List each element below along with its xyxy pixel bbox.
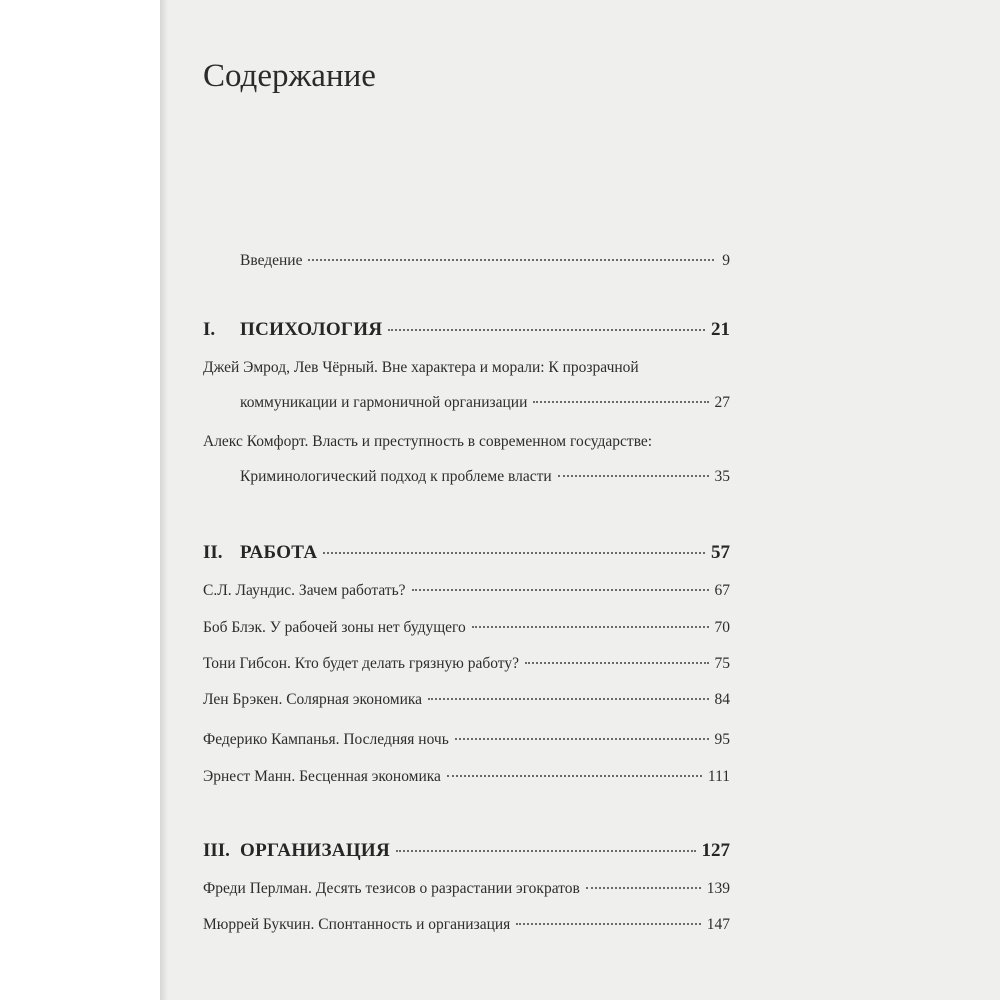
toc-entry-label: Лен Брэкен. Солярная экономика bbox=[203, 691, 423, 708]
section-number: I. bbox=[203, 319, 216, 340]
toc-section-psychology bbox=[203, 319, 730, 345]
dot-leader bbox=[412, 589, 709, 591]
toc-page-number: 9 bbox=[722, 252, 730, 269]
dot-leader bbox=[388, 329, 705, 331]
toc-entry-label: Мюррей Букчин. Спонтанность и организация bbox=[203, 916, 511, 933]
toc-entry bbox=[203, 880, 730, 906]
toc-entry-label: Введение bbox=[240, 252, 303, 269]
toc-title: Содержание bbox=[203, 58, 376, 94]
toc-page-number: 127 bbox=[701, 840, 730, 861]
dot-leader bbox=[525, 662, 709, 664]
toc-page-number: 21 bbox=[711, 319, 730, 340]
toc-entry-line: Алекс Комфорт. Власть и преступность в современном государстве: bbox=[203, 433, 653, 450]
dot-leader bbox=[558, 475, 709, 477]
toc-entry bbox=[203, 655, 730, 681]
toc-entry bbox=[203, 582, 730, 608]
section-title: ПСИХОЛОГИЯ bbox=[240, 319, 383, 340]
toc-entry bbox=[203, 731, 730, 757]
toc-entry-line: Джей Эмрод, Лев Чёрный. Вне характера и морали: К прозрачной bbox=[203, 359, 639, 376]
toc-page-number: 139 bbox=[706, 880, 730, 897]
toc-entry-label: Криминологический подход к проблеме власти bbox=[240, 468, 552, 485]
section-title: ОРГАНИЗАЦИЯ bbox=[240, 840, 391, 861]
toc-section-organization bbox=[203, 840, 730, 866]
dot-leader bbox=[323, 552, 705, 554]
toc-entry-label: коммуникации и гармоничной организации bbox=[240, 394, 528, 411]
toc-section-work bbox=[203, 542, 730, 568]
page-gutter-shadow bbox=[160, 0, 168, 1000]
dot-leader bbox=[428, 698, 708, 700]
toc-entry bbox=[203, 916, 730, 942]
toc-entry bbox=[203, 691, 730, 717]
dot-leader bbox=[396, 850, 695, 852]
dot-leader bbox=[586, 887, 701, 889]
toc-entry-label: Тони Гибсон. Кто будет делать грязную работу? bbox=[203, 655, 519, 672]
toc-entry-label: Боб Блэк. У рабочей зоны нет будущего bbox=[203, 619, 466, 636]
toc-page-number: 70 bbox=[714, 619, 730, 636]
dot-leader bbox=[533, 401, 708, 403]
toc-entry bbox=[240, 394, 730, 420]
section-title: РАБОТА bbox=[240, 542, 318, 563]
dot-leader bbox=[516, 923, 700, 925]
toc-page-number: 35 bbox=[714, 468, 730, 485]
toc-page-number: 75 bbox=[714, 655, 730, 672]
toc-page-number: 111 bbox=[707, 768, 730, 785]
toc-page-number: 27 bbox=[714, 394, 730, 411]
section-number: III. bbox=[203, 840, 230, 861]
toc-entry bbox=[203, 619, 730, 645]
toc-entry-label: Федерико Кампанья. Последняя ночь bbox=[203, 731, 449, 748]
dot-leader bbox=[308, 259, 714, 261]
toc-page-number: 67 bbox=[714, 582, 730, 599]
toc-page-number: 147 bbox=[706, 916, 730, 933]
dot-leader bbox=[447, 775, 702, 777]
toc-entry-label: Фреди Перлман. Десять тезисов о разрастании эгократов bbox=[203, 880, 580, 897]
toc-page-number: 84 bbox=[714, 691, 730, 708]
toc-page-number: 95 bbox=[714, 731, 730, 748]
dot-leader bbox=[455, 738, 709, 740]
toc-page-number: 57 bbox=[711, 542, 730, 563]
toc-entry-intro bbox=[240, 252, 730, 278]
toc-entry-label: С.Л. Лаундис. Зачем работать? bbox=[203, 582, 406, 599]
toc-entry bbox=[203, 768, 730, 794]
dot-leader bbox=[472, 626, 709, 628]
section-number: II. bbox=[203, 542, 223, 563]
toc-entry-label: Эрнест Манн. Бесценная экономика bbox=[203, 768, 441, 785]
toc-entry bbox=[240, 468, 730, 494]
